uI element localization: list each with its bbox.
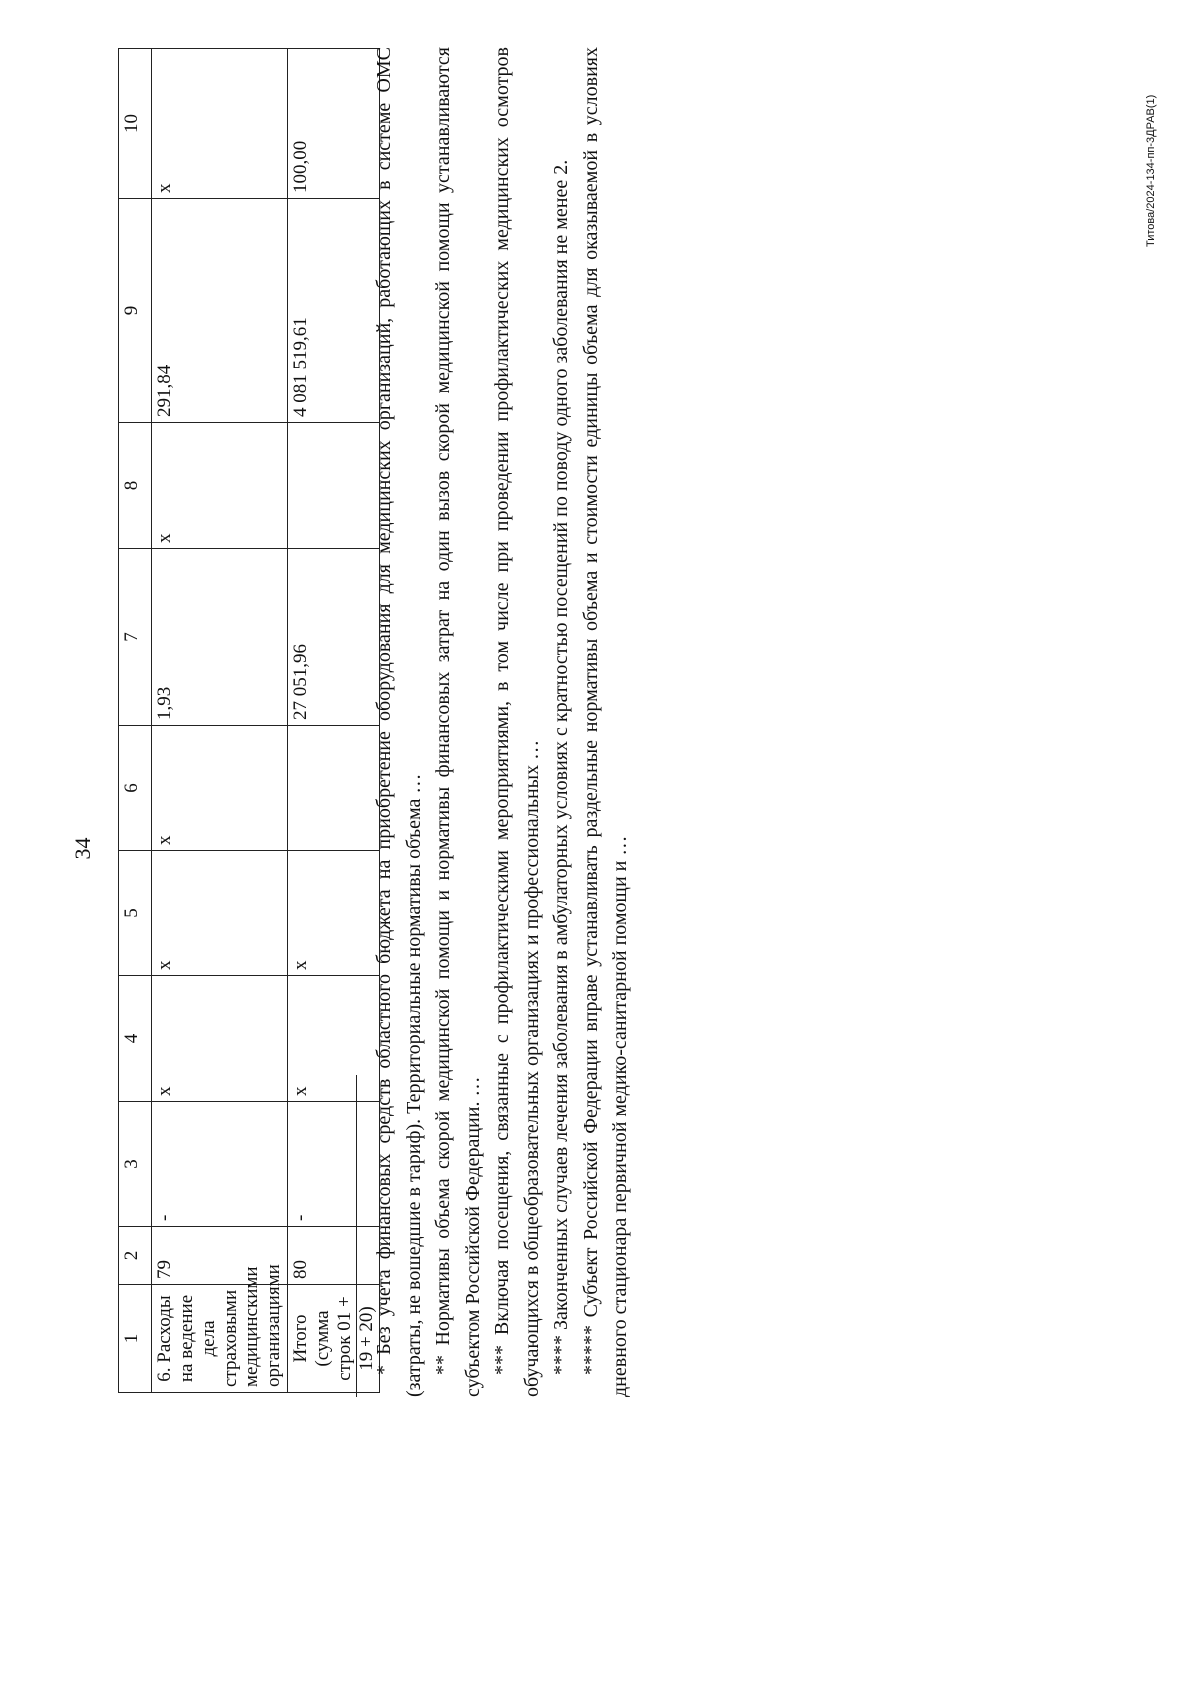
table-cell: х: [152, 976, 288, 1102]
column-header: 7: [119, 549, 152, 726]
table-cell: 100,00: [288, 49, 380, 199]
footnote-5: ***** Субъект Российской Федерации вправе устанавливать раздельные нормативы объема и стоимости единицы объема для оказываемой в условиях дневного стационара первичной медико-санитарной помощи и …: [579, 47, 631, 1397]
table-header-row: [119, 49, 152, 1393]
table-cell: [288, 726, 380, 851]
table-cell: х: [152, 49, 288, 199]
row-label: Итого (сумма строк 01 + 19 + 20): [288, 1285, 380, 1393]
table-cell: х: [288, 976, 380, 1102]
footnote-1: * Без учета финансовых средств областного бюджета на приобретение оборудования для медицинских организаций, работающих в системе ОМС (затраты, не вошедшие в тариф). Территориальные нормативы объема …: [373, 47, 425, 1397]
table-cell: 4 081 519,61: [288, 199, 380, 423]
column-header: 2: [119, 1227, 152, 1285]
footnotes: [370, 47, 636, 1397]
expenditure-table: [118, 48, 380, 1393]
table-cell: 27 051,96: [288, 549, 380, 726]
column-header: 3: [119, 1102, 152, 1227]
footnote-separator: [356, 1075, 357, 1397]
table-cell: х: [152, 851, 288, 976]
table-cell: 1,93: [152, 549, 288, 726]
column-header: 1: [119, 1285, 152, 1393]
column-header: 10: [119, 49, 152, 199]
footnote-2: ** Нормативы объема скорой медицинской помощи и нормативы финансовых затрат на один вызов скорой медицинской помощи устанавливаются субъектом Российской Федерации. …: [432, 47, 484, 1397]
table-cell: х: [288, 851, 380, 976]
footnote-3: *** Включая посещения, связанные с профилактическими мероприятиями, в том числе при проведении профилактических медицинских осмотров обучающихся в общеобразовательных организациях и профессиональных …: [491, 47, 543, 1397]
table-row: [288, 49, 380, 1393]
column-header: 6: [119, 726, 152, 851]
column-header: 9: [119, 199, 152, 423]
column-header: 4: [119, 976, 152, 1102]
table-row: [152, 49, 288, 1393]
table-cell: 80: [288, 1227, 380, 1285]
table-cell: -: [288, 1102, 380, 1227]
column-header: 5: [119, 851, 152, 976]
table-cell: 79: [152, 1227, 288, 1285]
row-label: 6. Расходы на ведение дела страховыми медицинскими организациями: [152, 1285, 288, 1393]
table-cell: х: [152, 726, 288, 851]
page-number: 34: [70, 837, 95, 860]
table-cell: [288, 423, 380, 549]
table-cell: х: [152, 423, 288, 549]
footnote-4: **** Законченных случаев лечения заболевания в амбулаторных условиях с кратностью посещений по поводу одного заболевания не менее 2.: [550, 159, 572, 1375]
column-header: 8: [119, 423, 152, 549]
document-code: Титова/2024-134-пп-3ДРАВ(1): [1145, 94, 1157, 247]
table-cell: -: [152, 1102, 288, 1227]
table-cell: 291,84: [152, 199, 288, 423]
